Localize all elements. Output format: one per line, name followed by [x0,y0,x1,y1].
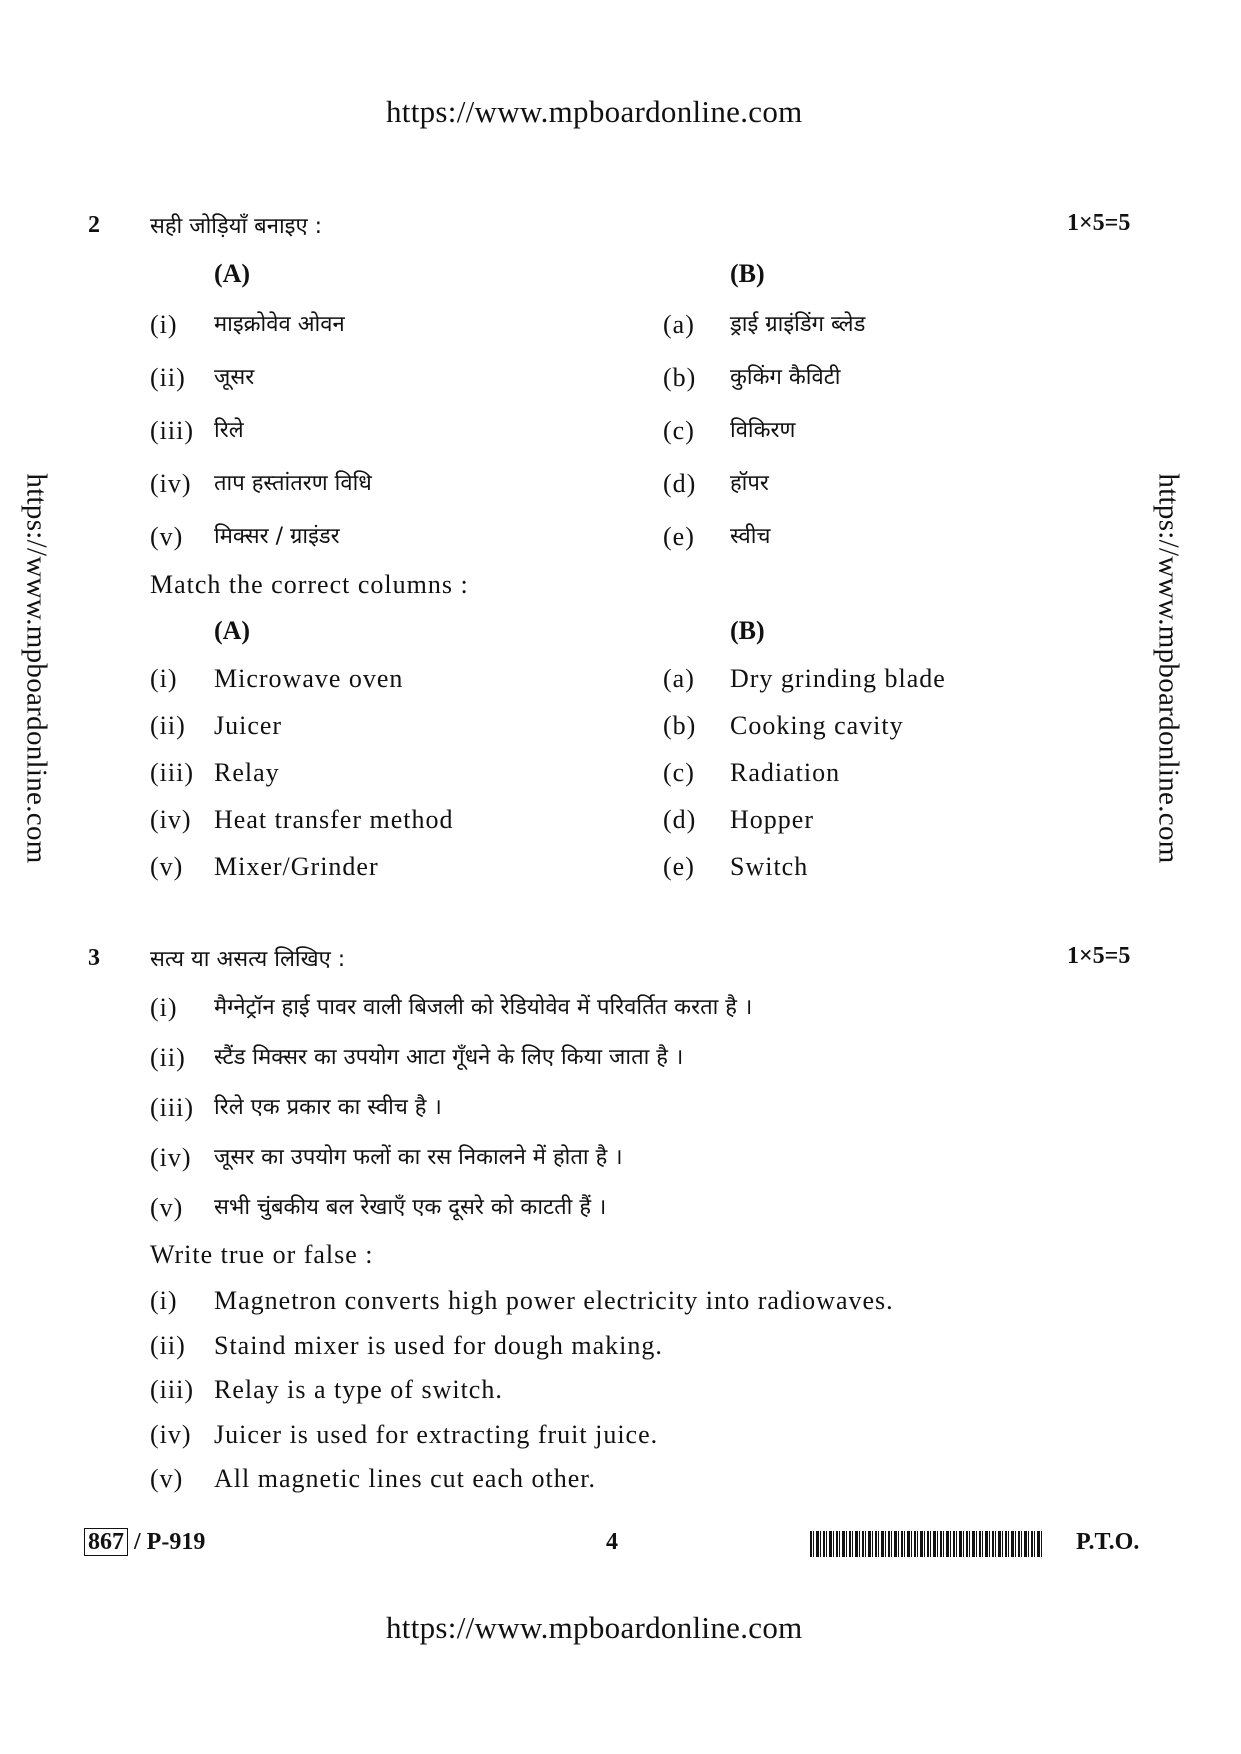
column-a-item: Mixer/Grinder [214,852,379,881]
column-b-item: Cooking cavity [730,711,904,740]
statement-number: (iii) [150,1093,194,1122]
row-number: (i) [150,664,178,693]
column-b-item: कुकिंग कैविटी [730,365,841,390]
column-a-item: माइक्रोवेव ओवन [214,312,345,337]
column-a-item: जूसर [214,365,255,390]
statement-number: (v) [150,1464,184,1493]
statement-text: All magnetic lines cut each other. [214,1464,596,1493]
column-a-item: Juicer [214,711,283,740]
statement-number: (ii) [150,1043,186,1072]
row-number: (iii) [150,416,194,445]
statement-text: Staind mixer is used for dough making. [214,1330,663,1360]
footer-url: https://www.mpboardonline.com [386,1610,803,1645]
statement-text: जूसर का उपयोग फलों का रस निकालने में होता है । [214,1145,623,1170]
q2-english-col-a-heading: (A) [214,616,251,645]
row-number: (v) [150,852,184,881]
q2-hindi-col-b-heading: (B) [730,259,765,288]
row-letter: (c) [663,758,695,787]
row-letter: (e) [663,852,695,881]
footer-pto: P.T.O. [1076,1529,1140,1555]
row-number: (v) [150,522,184,551]
column-b-item: स्वीच [730,524,771,549]
row-letter: (d) [663,805,697,834]
q2-title-english: Match the correct columns : [150,570,469,599]
statement-number: (i) [150,1286,178,1315]
column-b-item: हॉपर [730,471,769,496]
row-number: (ii) [150,711,186,740]
q2-marks: 1×5=5 [1067,210,1131,236]
column-a-item: Relay [214,758,280,787]
statement-number: (iv) [150,1419,192,1449]
row-number: (iv) [150,469,192,498]
row-number: (ii) [150,363,186,392]
row-letter: (b) [663,363,697,392]
statement-text: Magnetron converts high power electricity into radiowaves. [214,1286,894,1315]
column-a-item: Heat transfer method [214,805,454,834]
column-b-item: Hopper [730,805,814,834]
column-b-item: Dry grinding blade [730,664,946,693]
column-b-item: Switch [730,852,809,881]
footer-code-box: 867 [84,1528,128,1556]
statement-number: (i) [150,993,178,1022]
statement-text: सभी चुंबकीय बल रेखाएँ एक दूसरे को काटती हैं । [214,1195,607,1220]
q2-number: 2 [88,212,100,238]
column-a-item: Microwave oven [214,664,404,693]
q3-title-hindi: सत्य या असत्य लिखिए : [150,947,346,972]
q3-number: 3 [88,945,100,971]
statement-number: (iii) [150,1375,194,1404]
footer-page-number: 4 [606,1529,618,1555]
q3-marks: 1×5=5 [1067,943,1131,969]
statement-number: (ii) [150,1330,186,1360]
q3-title-english: Write true or false : [150,1240,374,1269]
statement-text: रिले एक प्रकार का स्वीच है । [214,1095,442,1120]
footer-paper-number: / P-919 [134,1529,206,1555]
column-b-item: विकिरण [730,418,796,443]
q2-hindi-col-a-heading: (A) [214,259,251,288]
row-number: (iv) [150,805,192,834]
statement-text: Juicer is used for extracting fruit juice. [214,1419,659,1449]
row-letter: (a) [663,664,695,693]
column-b-item: Radiation [730,758,841,787]
row-letter: (e) [663,522,695,551]
column-a-item: रिले [214,418,244,443]
footer-paper-code [84,1529,205,1556]
header-url: https://www.mpboardonline.com [386,94,803,129]
statement-text: मैग्नेट्रॉन हाई पावर वाली बिजली को रेडियोवेव में परिवर्तित करता है । [214,995,753,1020]
barcode-image [810,1531,1042,1557]
statement-text: Relay is a type of switch. [214,1375,503,1404]
column-b-item: ड्राई ग्राइंडिंग ब्लेड [730,312,866,337]
statement-number: (v) [150,1193,184,1222]
column-a-item: मिक्सर / ग्राइंडर [214,524,340,549]
row-letter: (c) [663,416,695,445]
row-letter: (b) [663,711,697,740]
row-number: (iii) [150,758,194,787]
statement-text: स्टैंड मिक्सर का उपयोग आटा गूँधने के लिए किया जाता है । [214,1045,684,1070]
q2-title-hindi: सही जोड़ियाँ बनाइए : [150,214,323,239]
statement-number: (iv) [150,1143,192,1172]
row-number: (i) [150,310,178,339]
row-letter: (a) [663,310,695,339]
column-a-item: ताप हस्तांतरण विधि [214,471,372,496]
q2-english-col-b-heading: (B) [730,616,765,645]
side-url-left: https://www.mpboardonline.com [20,473,53,864]
side-url-right: https://www.mpboardonline.com [1152,473,1185,864]
row-letter: (d) [663,469,697,498]
